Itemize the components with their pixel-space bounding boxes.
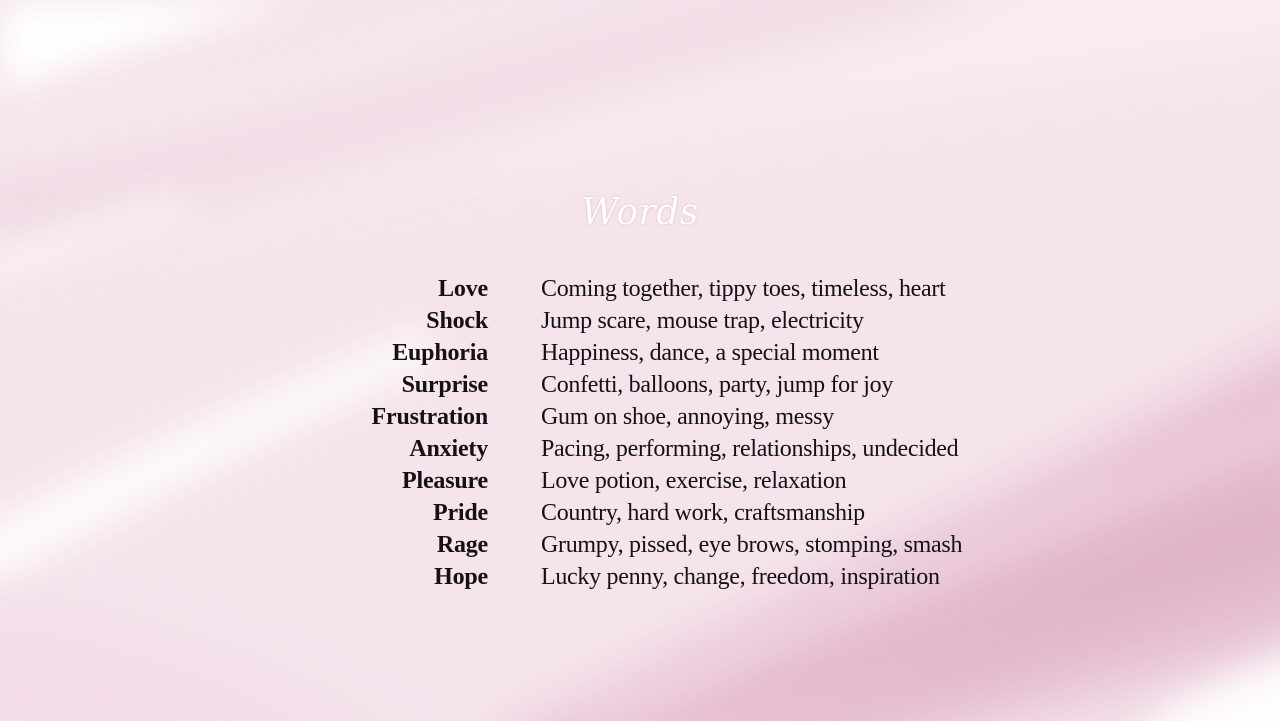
emotion-description: Confetti, balloons, party, jump for joy [541,372,894,398]
word-row-shock [0,305,1280,337]
word-row-rage [0,529,1280,561]
emotion-term: Pride [433,500,488,526]
emotion-term: Love [438,276,488,302]
word-row-hope [0,561,1280,593]
word-row-pleasure [0,465,1280,497]
word-row-love [0,273,1280,305]
emotion-description: Lucky penny, change, freedom, inspiration [541,564,940,590]
emotion-description: Gum on shoe, annoying, messy [541,404,834,430]
word-row-euphoria [0,337,1280,369]
emotion-description: Love potion, exercise, relaxation [541,468,847,494]
emotion-term: Pleasure [402,468,488,494]
page-title: Words [581,192,699,233]
emotion-term: Anxiety [409,436,488,462]
emotion-description: Country, hard work, craftsmanship [541,500,865,526]
emotion-description: Coming together, tippy toes, timeless, heart [541,276,946,302]
emotion-description: Pacing, performing, relationships, undecided [541,436,959,462]
word-row-surprise [0,369,1280,401]
emotion-term: Euphoria [392,340,488,366]
emotion-description: Jump scare, mouse trap, electricity [541,308,864,334]
emotion-term: Hope [434,564,488,590]
word-row-frustration [0,401,1280,433]
emotion-term: Shock [426,308,488,334]
emotion-term: Surprise [401,372,488,398]
emotion-description: Grumpy, pissed, eye brows, stomping, smash [541,532,963,558]
word-row-anxiety [0,433,1280,465]
word-list [0,273,1280,593]
word-row-pride [0,497,1280,529]
emotion-term: Rage [436,532,488,558]
emotion-term: Frustration [371,404,488,430]
emotion-description: Happiness, dance, a special moment [541,340,879,366]
